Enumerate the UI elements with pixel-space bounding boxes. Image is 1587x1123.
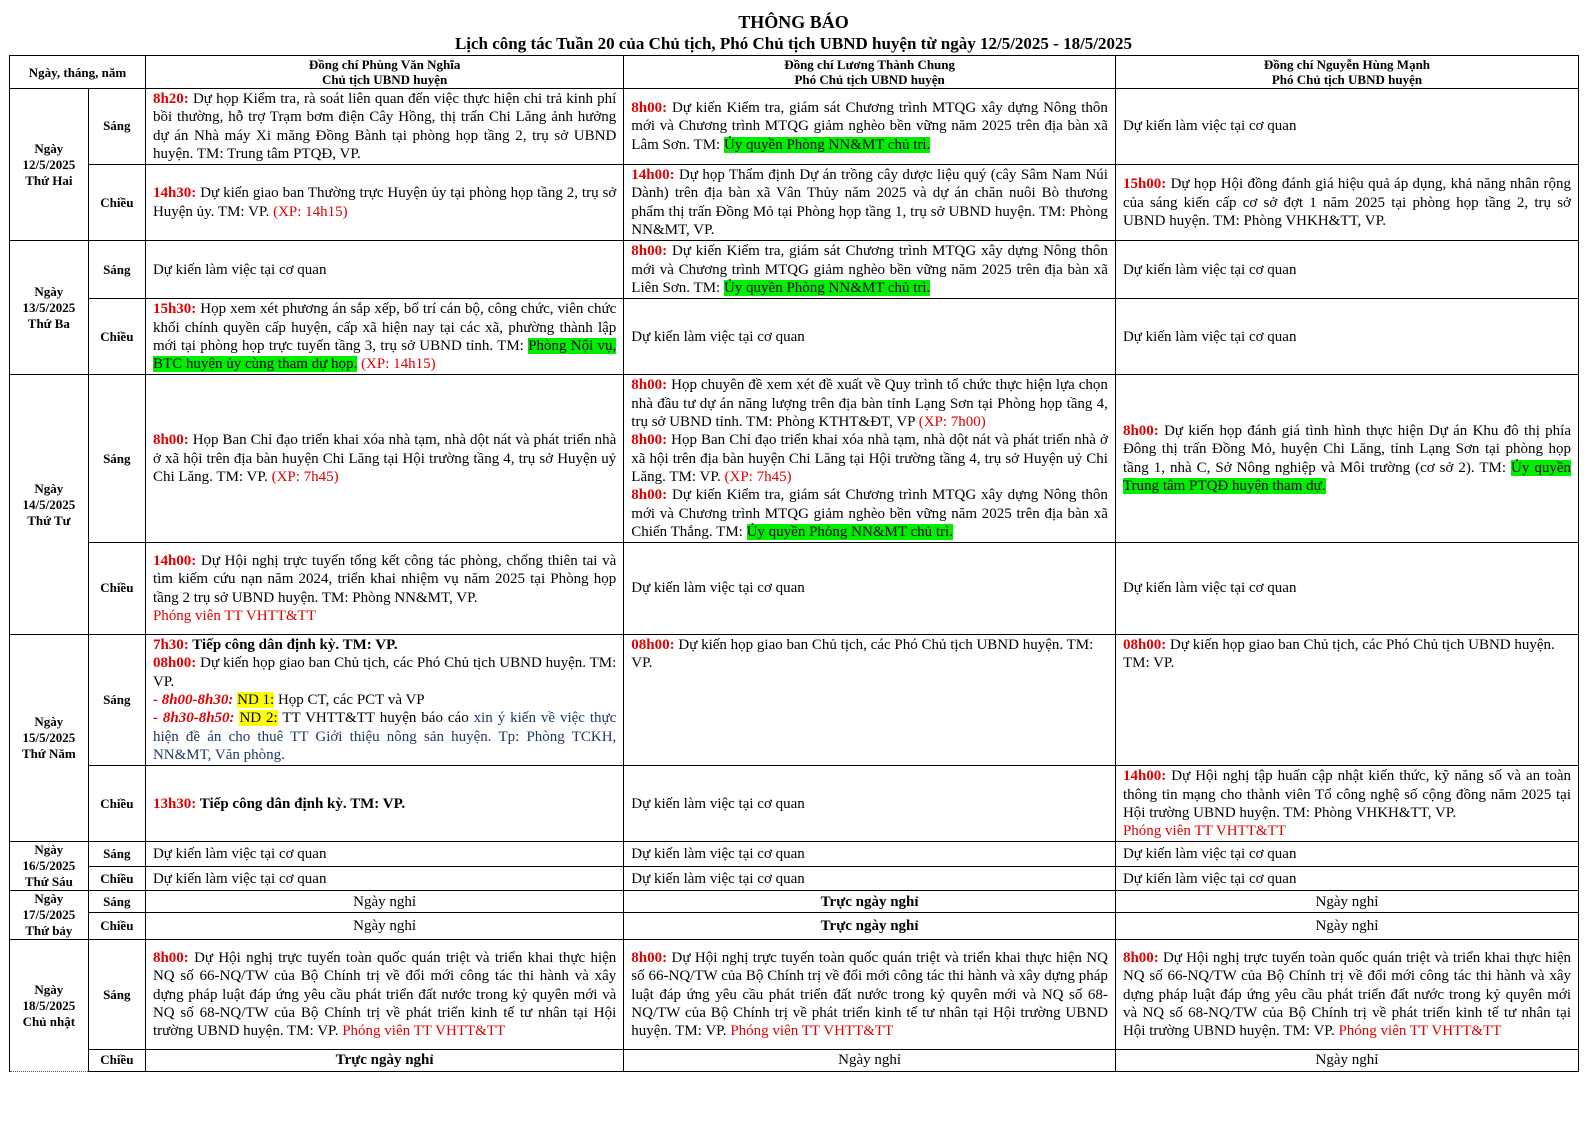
entry-text: Dự kiến họp đánh giá tình hình thực hiện Dự án Khu đô thị phía Đông thị trấn Đồng Mỏ, huyện Chi Lăng, tỉnh Lạng Sơn tại phòng họp tầng 1, nhà C, Sở Nông nghiệp và Môi trường (cơ sở 2). TM: — [1122, 423, 1571, 476]
entry-dash: - — [152, 692, 162, 709]
entry-time: 8h00: — [631, 243, 668, 260]
entry-time: 7h30: — [152, 637, 189, 654]
entry-cell: Ngày nghỉ — [145, 912, 623, 939]
entry-cell — [145, 165, 623, 241]
table-row — [10, 89, 1579, 165]
entry-cell: Ngày nghỉ — [1115, 1050, 1578, 1071]
entry-text: Dự kiến Kiểm tra, giám sát Chương trình MTQG xây dựng Nông thôn mới và Chương trình MTQG giảm nghèo bền vững năm 2025 trên địa bàn xã Liên Sơn. TM: — [631, 243, 1108, 296]
entry-text: Dự họp Kiểm tra, rà soát liên quan đến việc thực hiện chi trả kinh phí bồi thường, hỗ trợ Trạm bơm điện Cây Hồng, thị trấn Chi Lăng ảnh hưởng dự án Nhà máy Xi măng Đồng Bành tại phòng họp tầng 2, trụ sở UBND huyện. TM: Trung tâm PTQĐ, VP. — [152, 91, 617, 162]
page-title: THÔNG BÁO — [738, 12, 849, 32]
entry-time: 08h00: — [1122, 637, 1167, 654]
entry-time: 14h00: — [631, 167, 675, 184]
session-afternoon: Chiều — [88, 299, 145, 375]
entry-text: Họp CT, các PCT và VP — [274, 692, 425, 709]
session-morning: Sáng — [88, 635, 145, 766]
entry-text: Dự Hội nghị trực tuyến toàn quốc quán triệt và triển khai thực hiện NQ số 66-NQ/TW của Bộ Chính trị về đổi mới công tác thi hành và xây dựng pháp luật đáp ứng yêu cầu phát triển đất nước trong kỷ quyên mới và NQ số 68-NQ/TW của Bộ Chính trị về phát triển kinh tế tư nhân tại Hội trường UBND huyện. TM: VP. — [631, 950, 1108, 1040]
reporter-text: Phóng viên TT VHTT&TT — [152, 607, 316, 624]
entry-cell — [1115, 375, 1578, 543]
entry-cell: Dự kiến làm việc tại cơ quan — [145, 867, 623, 891]
day-date: 12/5/2025 — [22, 156, 76, 172]
entry-cell: Dự kiến làm việc tại cơ quan — [624, 766, 1116, 842]
day-label: Ngày — [34, 981, 64, 997]
person-name: Đồng chí Nguyễn Hùng Mạnh — [1263, 57, 1431, 72]
entry-time: 14h00: — [152, 553, 197, 570]
day-date: 16/5/2025 — [22, 858, 76, 874]
entry-time: 8h00: — [631, 487, 668, 504]
entry-text: TT VHTT&TT huyện báo cáo — [277, 710, 474, 727]
day-weekday: Thứ Sáu — [24, 874, 73, 890]
day-cell — [10, 891, 89, 940]
header-row — [10, 56, 1579, 89]
agenda-tag: ND 1: — [237, 692, 275, 709]
entry-cell — [145, 299, 623, 375]
person-role: Chủ tịch UBND huyện — [321, 72, 448, 87]
day-date: 18/5/2025 — [22, 997, 76, 1013]
session-morning: Sáng — [88, 940, 145, 1050]
day-date: 15/5/2025 — [22, 730, 76, 746]
entry-cell — [624, 375, 1116, 543]
session-morning: Sáng — [88, 842, 145, 867]
entry-cell: Dự kiến làm việc tại cơ quan — [1115, 299, 1578, 375]
entry-cell: Trực ngày nghỉ — [624, 891, 1116, 913]
entry-text: Họp xem xét phương án sắp xếp, bố trí cán bộ, công chức, viên chức khối chính quyền cấp huyện, cấp xã hiện nay tại các xã, phường thành lập mới tại phòng họp trực tuyến tầng 3, trụ sở UBND tỉnh. TM: — [152, 301, 617, 354]
entry-cell — [1115, 165, 1578, 241]
entry-item — [153, 636, 616, 654]
entry-time: 8h30-8h50: — [162, 710, 235, 727]
entry-cell — [1115, 766, 1578, 842]
entry-text: Dự kiến Kiểm tra, giám sát Chương trình MTQG xây dựng Nông thôn mới và Chương trình MTQG giảm nghèo bền vững năm 2025 trên địa bàn xã Lâm Sơn. TM: — [631, 100, 1108, 153]
entry-time: 14h00: — [1122, 768, 1167, 785]
entry-text: Dự kiến giao ban Thường trực Huyện ủy tại phòng họp tầng 2, trụ sở Huyện ủy. TM: VP. — [152, 185, 617, 220]
entry-cell: Dự kiến làm việc tại cơ quan — [624, 543, 1116, 635]
header-person-1 — [145, 56, 623, 89]
table-row — [10, 543, 1579, 635]
day-label: Ngày — [34, 842, 64, 858]
entry-time: 8h00: — [631, 432, 668, 449]
entry-time: 14h30: — [152, 185, 197, 202]
entry-time: 8h20: — [152, 91, 189, 107]
departure-time: (XP: 7h00) — [918, 414, 986, 431]
entry-time: 13h30: — [152, 795, 197, 812]
entry-item — [631, 431, 1108, 486]
table-row — [10, 912, 1579, 939]
entry-text-navy: xin ý kiến về việc thực hiện đề án cho thuê TT Giới thiệu nông sản huyện. Tp: Phòng TCKH, NN&MT, Văn phòng. — [152, 710, 617, 763]
day-cell — [10, 375, 89, 635]
entry-item — [153, 654, 616, 691]
entry-text: Dự Hội nghị trực tuyến tổng kết công tác phòng, chống thiên tai và tìm kiếm cứu nạn năm 2024, triển khai nhiệm vụ năm 2025 tại Phòng họp tầng 2 trụ sở UBND huyện. TM: Phòng NN&MT, VP. — [152, 553, 617, 606]
entry-item — [631, 486, 1108, 541]
entry-time: 8h00: — [152, 432, 189, 449]
header-person-2 — [624, 56, 1116, 89]
day-label: Ngày — [34, 140, 64, 156]
session-afternoon: Chiều — [88, 912, 145, 939]
entry-cell — [145, 635, 623, 766]
session-afternoon: Chiều — [88, 766, 145, 842]
entry-text: Dự Hội nghị trực tuyến toàn quốc quán triệt và triển khai thực hiện NQ số 66-NQ/TW của Bộ Chính trị về đổi mới công tác thi hành và xây dựng pháp luật đáp ứng yêu cầu phát triển đất nước trong kỷ quyên mới và NQ số 68-NQ/TW của Bộ Chính trị về phát triển kinh tế tư nhân tại Hội trường UBND huyện. TM: VP. — [1122, 950, 1571, 1040]
reporter-text: Phóng viên TT VHTT&TT — [342, 1023, 506, 1040]
entry-cell: Dự kiến làm việc tại cơ quan — [1115, 543, 1578, 635]
table-row — [10, 375, 1579, 543]
entry-time: 08h00: — [152, 655, 197, 672]
day-weekday: Thứ bảy — [25, 923, 73, 939]
entry-text: Tiếp công dân định kỳ. TM: VP. — [188, 637, 398, 654]
entry-item — [631, 376, 1108, 431]
departure-time: (XP: 7h45) — [271, 468, 339, 485]
entry-item — [153, 691, 616, 709]
entry-time: 15h00: — [1122, 176, 1167, 193]
entry-time: 8h00: — [631, 100, 668, 117]
departure-time: (XP: 14h15) — [357, 356, 436, 373]
entry-cell — [145, 940, 623, 1050]
day-weekday: Thứ Năm — [22, 746, 76, 762]
highlight-text: Phòng Nội vụ, BTC huyện ủy cùng tham dự họp. — [152, 337, 617, 373]
table-row — [10, 635, 1579, 766]
session-morning: Sáng — [88, 891, 145, 913]
day-weekday: Thứ Ba — [27, 315, 70, 331]
entry-text: Dự kiến họp giao ban Chủ tịch, các Phó Chủ tịch UBND huyện. TM: VP. — [631, 637, 1094, 672]
entry-text: Dự kiến Kiểm tra, giám sát Chương trình MTQG xây dựng Nông thôn mới và Chương trình MTQG giảm nghèo bền vững năm 2025 trên địa bàn xã Chiến Thắng. TM: — [631, 487, 1108, 540]
session-afternoon: Chiều — [88, 1050, 145, 1071]
entry-text: Tiếp công dân định kỳ. TM: VP. — [196, 795, 406, 812]
table-row — [10, 165, 1579, 241]
entry-cell: Dự kiến làm việc tại cơ quan — [1115, 241, 1578, 299]
entry-text: Dự kiến họp giao ban Chủ tịch, các Phó Chủ tịch UBND huyện. TM: VP. — [1122, 637, 1555, 672]
entry-cell — [145, 89, 623, 165]
entry-cell: Dự kiến làm việc tại cơ quan — [1115, 89, 1578, 165]
day-cell — [10, 940, 89, 1071]
highlight-text: Ủy quyền Phòng NN&MT chủ trì. — [723, 279, 931, 296]
day-label: Ngày — [34, 714, 64, 730]
entry-cell — [145, 543, 623, 635]
session-afternoon: Chiều — [88, 543, 145, 635]
entry-time: 15h30: — [152, 301, 197, 318]
header-date-col: Ngày, tháng, năm — [10, 56, 146, 89]
entry-time: 8h00: — [152, 950, 189, 967]
entry-item — [153, 709, 616, 764]
entry-text: Dự kiến họp giao ban Chủ tịch, các Phó Chủ tịch UBND huyện. TM: VP. — [152, 655, 617, 690]
session-morning: Sáng — [88, 89, 145, 165]
reporter-text: Phóng viên TT VHTT&TT — [1122, 823, 1286, 840]
entry-cell: Dự kiến làm việc tại cơ quan — [145, 241, 623, 299]
entry-time: 8h00: — [1122, 950, 1159, 967]
day-cell — [10, 241, 89, 375]
day-cell — [10, 842, 89, 891]
highlight-text: Ủy quyền Phòng NN&MT chủ trì. — [746, 523, 953, 540]
table-row — [10, 891, 1579, 913]
entry-text: Họp Ban Chỉ đạo triển khai xóa nhà tạm, nhà dột nát và phát triển nhà ở xã hội trên địa bàn huyện Chi Lăng tại Hội trường tầng 4, trụ sở Huyện uỷ Chi Lăng. TM: VP. — [631, 432, 1108, 485]
entry-cell — [624, 940, 1116, 1050]
entry-cell: Ngày nghỉ — [1115, 891, 1578, 913]
day-date: 14/5/2025 — [22, 496, 76, 512]
schedule-table — [9, 55, 1579, 1072]
entry-text: Họp Ban Chỉ đạo triển khai xóa nhà tạm, nhà dột nát và phát triển nhà ở xã hội trên địa bàn huyện Chi Lăng tại Hội trường tầng 4, trụ sở Huyện uỷ Chi Lăng. TM: VP. — [152, 432, 617, 485]
session-morning: Sáng — [88, 375, 145, 543]
agenda-tag: ND 2: — [239, 710, 278, 727]
entry-cell: Dự kiến làm việc tại cơ quan — [624, 842, 1116, 867]
person-name: Đồng chí Phùng Văn Nghĩa — [308, 57, 461, 72]
entry-cell — [1115, 635, 1578, 766]
entry-cell: Ngày nghỉ — [145, 891, 623, 913]
entry-text: Dự họp Thẩm định Dự án trồng cây dược liệu quý (cây Sâm Nam Núi Dành) trên địa bàn xã Vân Thủy năm 2025 và dự án chăn nuôi Bò thương phẩm thị trấn Đồng Mỏ tại Phòng họp tầng 1, trụ sở UBND huyện. TM: Phòng NN&MT, VP. — [631, 167, 1108, 239]
entry-cell: Trực ngày nghỉ — [624, 912, 1116, 939]
entry-cell — [624, 89, 1116, 165]
entry-cell — [624, 635, 1116, 766]
entry-text: Dự Hội nghị trực tuyến toàn quốc quán triệt và triển khai thực hiện NQ số 66-NQ/TW của Bộ Chính trị về đổi mới công tác thi hành và xây dựng pháp luật đáp ứng yêu cầu phát triển đất nước trong kỷ quyên mới và NQ số 68-NQ/TW của Bộ Chính trị về phát triển kinh tế tư nhân tại Hội trường UBND huyện. TM: VP. — [152, 950, 617, 1040]
person-role: Phó Chủ tịch UBND huyện — [794, 72, 945, 87]
session-afternoon: Chiều — [88, 867, 145, 891]
table-row — [10, 299, 1579, 375]
day-cell — [10, 635, 89, 842]
table-row — [10, 842, 1579, 867]
entry-dash: - — [152, 710, 163, 727]
departure-time: (XP: 14h15) — [273, 203, 348, 220]
entry-cell — [624, 241, 1116, 299]
person-role: Phó Chủ tịch UBND huyện — [1271, 72, 1423, 87]
table-row — [10, 940, 1579, 1050]
entry-cell — [1115, 940, 1578, 1050]
entry-cell: Dự kiến làm việc tại cơ quan — [1115, 867, 1578, 891]
entry-cell — [145, 766, 623, 842]
table-row — [10, 1050, 1579, 1071]
day-label: Ngày — [34, 891, 64, 907]
table-row — [10, 766, 1579, 842]
departure-time: (XP: 7h45) — [724, 468, 792, 485]
day-label: Ngày — [34, 480, 64, 496]
entry-cell — [624, 165, 1116, 241]
entry-time: 8h00: — [631, 377, 668, 394]
entry-cell: Ngày nghỉ — [624, 1050, 1116, 1071]
entry-cell: Ngày nghỉ — [1115, 912, 1578, 939]
day-date: 13/5/2025 — [22, 299, 76, 315]
table-row — [10, 241, 1579, 299]
highlight-text: Ủy quyền Trung tâm PTQĐ huyện tham dự. — [1122, 459, 1571, 495]
day-label: Ngày — [34, 283, 64, 299]
entry-cell: Dự kiến làm việc tại cơ quan — [624, 867, 1116, 891]
entry-time: 8h00: — [631, 950, 668, 967]
day-weekday: Thứ Hai — [25, 172, 73, 188]
entry-cell: Trực ngày nghỉ — [145, 1050, 623, 1071]
day-date: 17/5/2025 — [22, 907, 76, 923]
entry-cell: Dự kiến làm việc tại cơ quan — [145, 842, 623, 867]
entry-text: Họp chuyên đề xem xét đề xuất về Quy trình tổ chức thực hiện lựa chọn nhà đầu tư dự án năng lượng trên địa bàn tỉnh Lạng Sơn tại Phòng họp tầng 4, trụ sở UBND tỉnh. TM: Phòng KTHT&ĐT, VP — [631, 377, 1108, 431]
header-person-3 — [1115, 56, 1578, 89]
reporter-text: Phóng viên TT VHTT&TT — [1338, 1023, 1502, 1040]
entry-time: 08h00: — [631, 637, 675, 654]
person-name: Đồng chí Lương Thành Chung — [784, 57, 956, 72]
entry-time: 8h00: — [1122, 423, 1159, 440]
entry-text: Dự họp Hội đồng đánh giá hiệu quả áp dụng, khả năng nhân rộng của sáng kiến cấp cơ sở đợt 1 năm 2025 tại phòng họp tầng 2, trụ sở UBND huyện. TM: Phòng VHKH&TT, VP. — [1122, 176, 1571, 229]
day-weekday: Chủ nhật — [22, 1013, 76, 1029]
entry-cell: Dự kiến làm việc tại cơ quan — [1115, 842, 1578, 867]
session-afternoon: Chiều — [88, 165, 145, 241]
entry-cell — [145, 375, 623, 543]
entry-cell: Dự kiến làm việc tại cơ quan — [624, 299, 1116, 375]
reporter-text: Phóng viên TT VHTT&TT — [730, 1023, 894, 1040]
day-weekday: Thứ Tư — [27, 512, 71, 528]
entry-text: Dự Hội nghị tập huấn cập nhật kiến thức, kỹ năng số và an toàn thông tin mạng cho thành viên Tổ công nghệ số cộng đồng năm 2025 tại Hội trường UBND huyện. TM: Phòng VHKH&TT, VP. — [1122, 768, 1571, 821]
day-cell — [10, 89, 89, 241]
page-subtitle: Lịch công tác Tuần 20 của Chủ tịch, Phó Chủ tịch UBND huyện từ ngày 12/5/2025 - 18/5/2025 — [454, 34, 1133, 53]
session-morning: Sáng — [88, 241, 145, 299]
table-row — [10, 867, 1579, 891]
entry-time: 8h00-8h30: — [161, 692, 234, 709]
highlight-text: Ủy quyền Phòng NN&MT chủ trì. — [723, 136, 931, 153]
